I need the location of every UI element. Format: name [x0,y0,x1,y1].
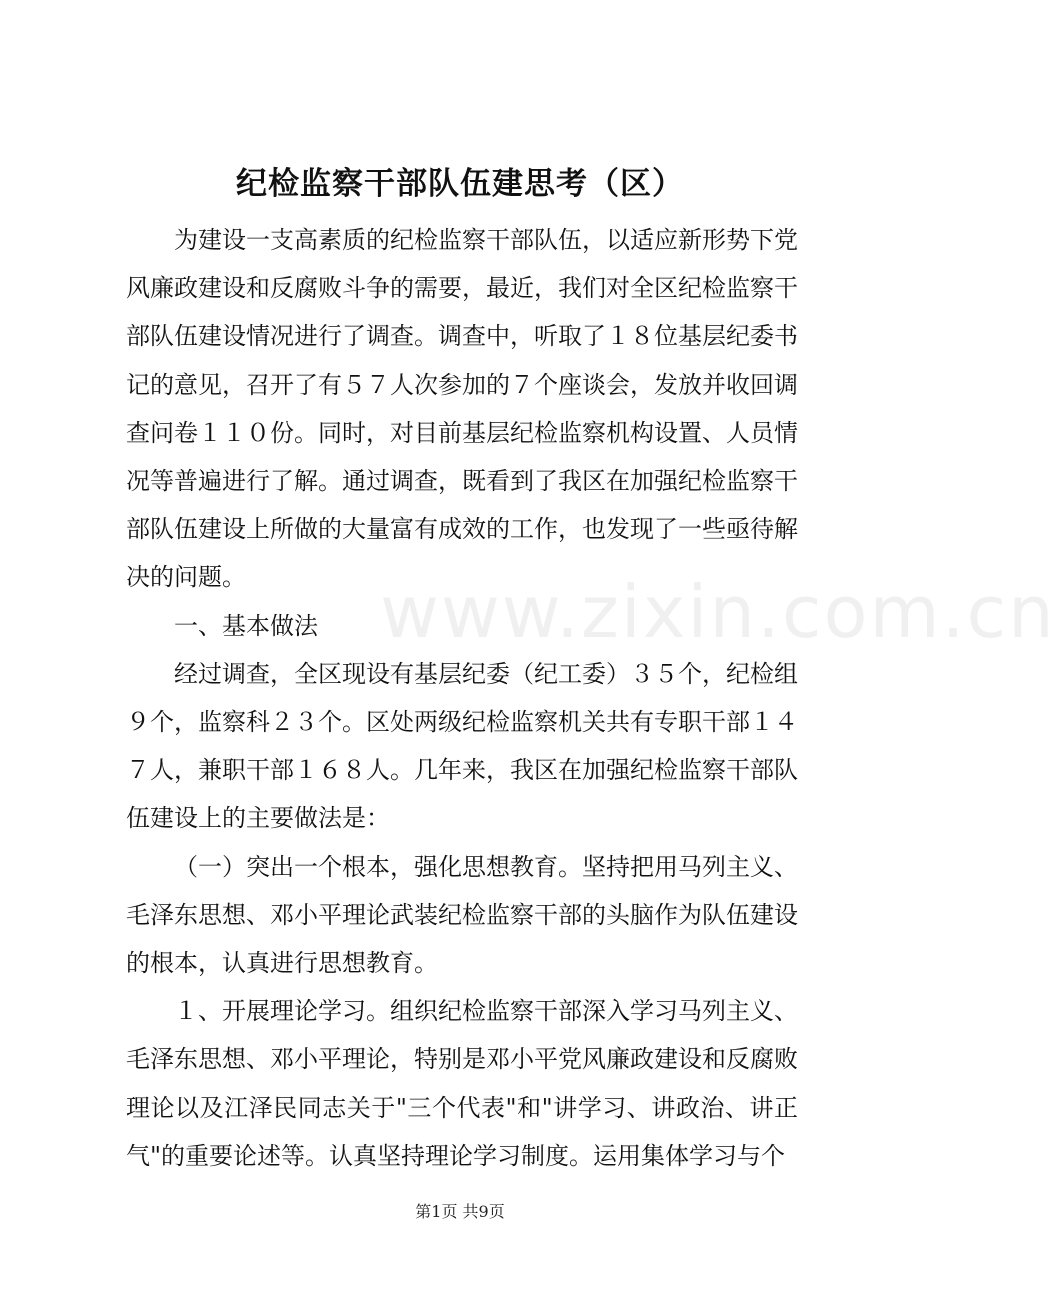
page-footer: 第1页 共9页 [415,1202,505,1221]
document-title: 纪检监察干部队伍建思考（区） [236,166,684,202]
section-heading-basic-practices: 一、基本做法 [174,611,318,640]
paragraph-survey-results: 经过调查，全区现设有基层纪委（纪工委）３５个，纪检组９个，监察科２３个。区处两级纪检监察机关共有专职干部１４７人，兼职干部１６８人。几年来，我区在加强纪检监察干部队伍建设上的主要做法是： [126,659,798,833]
paragraph-intro: 为建设一支高素质的纪检监察干部队伍，以适应新形势下党风廉政建设和反腐败斗争的需要，最近，我们对全区纪检监察干部队伍建设情况进行了调查。调查中，听取了１８位基层纪委书记的意见，召开了有５７人次参加的７个座谈会，发放并收回调查问卷１１０份。同时，对目前基层纪检监察机构设置、人员情况等普遍进行了解。通过调查，既看到了我区在加强纪检监察干部队伍建设上所做的大量富有成效的工作，也发现了一些亟待解决的问题。 [126,226,798,592]
paragraph-theory-study: １、开展理论学习。组织纪检监察干部深入学习马列主义、毛泽东思想、邓小平理论，特别是邓小平党风廉政建设和反腐败理论以及江泽民同志关于"三个代表"和"讲学习、讲政治、讲正气"的重要论述等。认真坚持理论学习制度。运用集体学习与个 [126,997,798,1170]
document-body [126,216,798,1180]
watermark: www.zixin.com.cn [380,570,1056,654]
paragraph-subsection-one: （一）突出一个根本，强化思想教育。坚持把用马列主义、毛泽东思想、邓小平理论武装纪检监察干部的头脑作为队伍建设的根本，认真进行思想教育。 [126,852,798,978]
